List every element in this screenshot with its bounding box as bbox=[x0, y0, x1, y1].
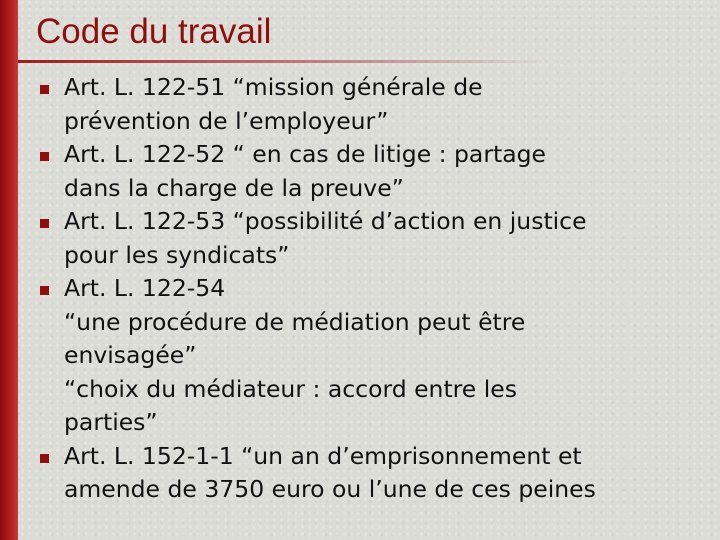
slide-title: Code du travail bbox=[36, 12, 272, 51]
bullet-text-line: pour les syndicats” bbox=[64, 240, 290, 269]
bullet-text-line: Art. L. 122-52 “ en cas de litige : partage bbox=[64, 140, 546, 168]
square-bullet-icon bbox=[40, 286, 49, 295]
bullet-text-line: amende de 3750 euro ou l’une de ces peines bbox=[64, 475, 596, 503]
bullet-text-line: Art. L. 122-51 “mission générale de bbox=[64, 73, 483, 101]
title-divider bbox=[18, 60, 548, 63]
bullet-text-line: parties” bbox=[64, 408, 158, 436]
bullet-item bbox=[0, 440, 720, 507]
bullet-text-line: Art. L. 122-53 “possibilité d’action en justice bbox=[64, 207, 587, 235]
square-bullet-icon bbox=[40, 219, 49, 228]
bullet-item bbox=[0, 272, 720, 440]
bullet-text-line: “une procédure de médiation peut être bbox=[64, 307, 526, 336]
bullet-text-line: Art. L. 152-1-1 “un an d’emprisonnement et bbox=[64, 441, 582, 470]
square-bullet-icon bbox=[40, 85, 49, 94]
bullet-text-line: Art. L. 122-54 bbox=[64, 274, 226, 302]
bullet-item bbox=[0, 138, 720, 205]
bullet-text-line: dans la charge de la preuve” bbox=[64, 173, 404, 202]
bullet-item bbox=[0, 205, 720, 272]
square-bullet-icon bbox=[40, 152, 49, 161]
bullet-text-line: “choix du médiateur : accord entre les bbox=[64, 374, 517, 403]
bullet-text-line: envisagée” bbox=[64, 341, 197, 369]
square-bullet-icon bbox=[40, 454, 49, 463]
bullet-list bbox=[0, 71, 720, 507]
bullet-item bbox=[0, 71, 720, 138]
bullet-text-line: prévention de l’employeur” bbox=[64, 106, 389, 135]
